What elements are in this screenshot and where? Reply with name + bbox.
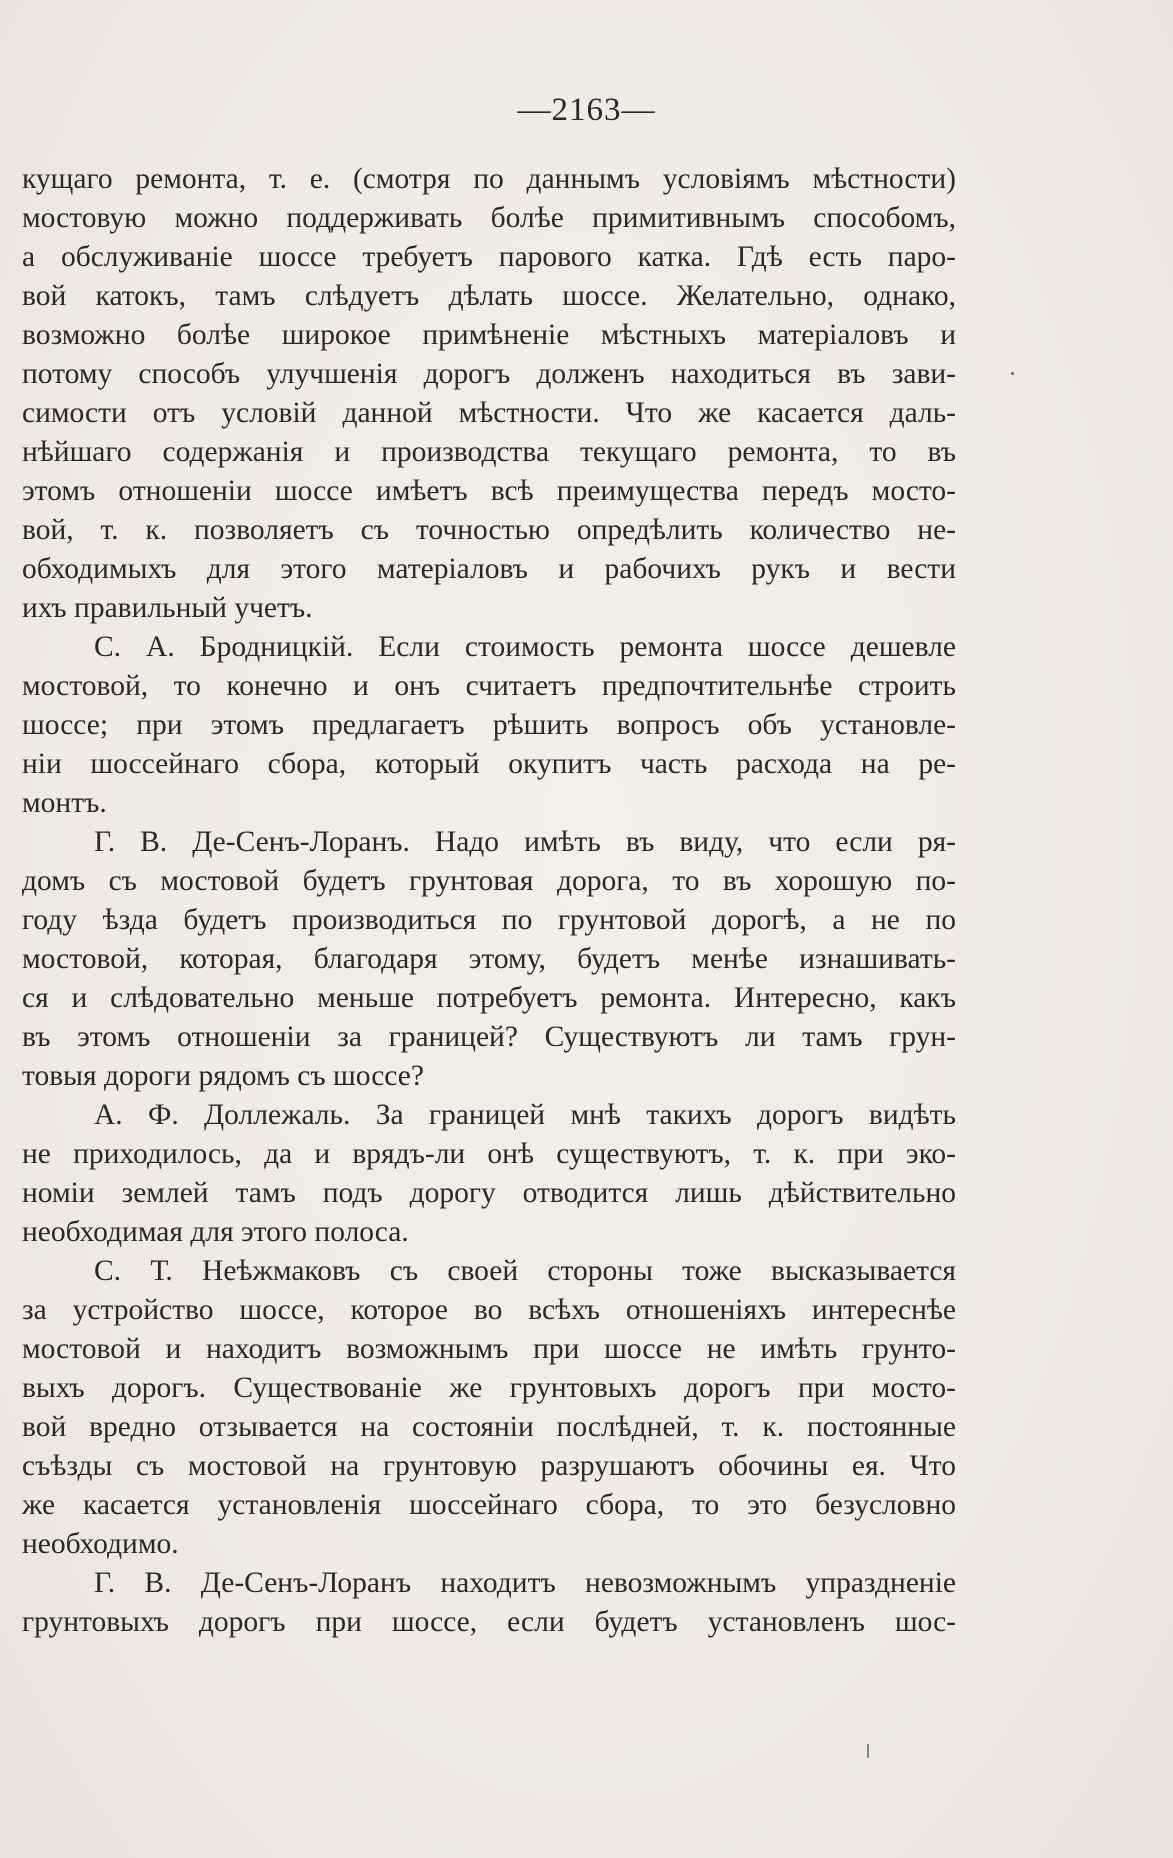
text-line: году ѣзда будетъ производиться по грунтовой дорогѣ, а не по xyxy=(22,904,956,936)
text-line: номіи землей тамъ подъ дорогу отводится лишь дѣйствительно xyxy=(22,1177,956,1209)
text-line: мостовой и находитъ возможнымъ при шоссе не имѣть грунто- xyxy=(22,1333,956,1365)
text-line: С. А. Бродницкій. Если стоимость ремонта шоссе дешевле xyxy=(94,631,956,663)
text-line: вой катокъ, тамъ слѣдуетъ дѣлать шоссе. Желательно, однако, xyxy=(22,280,956,312)
text-line: домъ съ мостовой будетъ грунтовая дорога, то въ хорошую по- xyxy=(22,865,956,897)
text-line: за устройство шоссе, которое во всѣхъ отношеніяхъ интереснѣе xyxy=(22,1294,956,1326)
text-line: выхъ дорогъ. Существованіе же грунтовыхъ дорогъ при мосто- xyxy=(22,1372,956,1404)
text-line: грунтовыхъ дорогъ при шоссе, если будетъ установленъ шос- xyxy=(22,1606,956,1638)
paper-mark xyxy=(867,1744,869,1758)
text-line: Г. В. Де-Сенъ-Лоранъ находитъ невозможнымъ упраздненіе xyxy=(94,1567,956,1599)
text-line: возможно болѣе широкое примѣненіе мѣстныхъ матеріаловъ и xyxy=(22,319,956,351)
text-line: нѣйшаго содержанія и производства текущаго ремонта, то въ xyxy=(22,436,956,468)
text-line: ихъ правильный учетъ. xyxy=(22,592,313,624)
text-line: необходимая для этого полоса. xyxy=(22,1216,409,1248)
text-line: ніи шоссейнаго сбора, который окупитъ часть расхода на ре- xyxy=(22,748,956,780)
text-line: мостовой, которая, благодаря этому, будетъ менѣе изнашивать- xyxy=(22,943,956,975)
text-line: мостовой, то конечно и онъ считаетъ предпочтительнѣе строить xyxy=(22,670,956,702)
body-text xyxy=(22,160,956,1642)
text-line: потому способъ улучшенія дорогъ долженъ находиться въ зави- xyxy=(22,358,956,390)
text-line: товыя дороги рядомъ съ шоссе? xyxy=(22,1060,424,1092)
page-number: —2163— xyxy=(517,92,656,128)
text-line: А. Ф. Доллежаль. За границей мнѣ такихъ дорогъ видѣть xyxy=(94,1099,956,1131)
text-line: этомъ отношеніи шоссе имѣетъ всѣ преимущества передъ мосто- xyxy=(22,475,956,507)
text-line: необходимо. xyxy=(22,1528,179,1560)
text-line: С. Т. Неѣжмаковъ съ своей стороны тоже высказывается xyxy=(94,1255,956,1287)
text-line: обходимыхъ для этого матеріаловъ и рабочихъ рукъ и вести xyxy=(22,553,956,585)
text-line: Г. В. Де-Сенъ-Лоранъ. Надо имѣть въ виду, что если ря- xyxy=(94,826,956,858)
text-line: вой вредно отзывается на состояніи послѣдней, т. к. постоянные xyxy=(22,1411,956,1443)
text-line: а обслуживаніе шоссе требуетъ парового катка. Гдѣ есть паро- xyxy=(22,241,956,273)
text-line: съѣзды съ мостовой на грунтовую разрушаютъ обочины ея. Что xyxy=(22,1450,956,1482)
text-line: мостовую можно поддерживать болѣе примитивнымъ способомъ, xyxy=(22,202,956,234)
text-line: вой, т. к. позволяетъ съ точностью опредѣлить количество не- xyxy=(22,514,956,546)
text-line: монтъ. xyxy=(22,787,107,819)
paper-speck xyxy=(1011,372,1014,375)
text-line: кущаго ремонта, т. е. (смотря по даннымъ условіямъ мѣстности) xyxy=(22,163,956,195)
text-line: симости отъ условій данной мѣстности. Что же касается даль- xyxy=(22,397,956,429)
text-line: шоссе; при этомъ предлагаетъ рѣшить вопросъ объ установле- xyxy=(22,709,956,741)
text-line: въ этомъ отношеніи за границей? Существуютъ ли тамъ грун- xyxy=(22,1021,956,1053)
text-line: же касается установленія шоссейнаго сбора, то это безусловно xyxy=(22,1489,956,1521)
text-line: не приходилось, да и врядъ-ли онѣ существуютъ, т. к. при эко- xyxy=(22,1138,956,1170)
text-line: ся и слѣдовательно меньше потребуетъ ремонта. Интересно, какъ xyxy=(22,982,956,1014)
